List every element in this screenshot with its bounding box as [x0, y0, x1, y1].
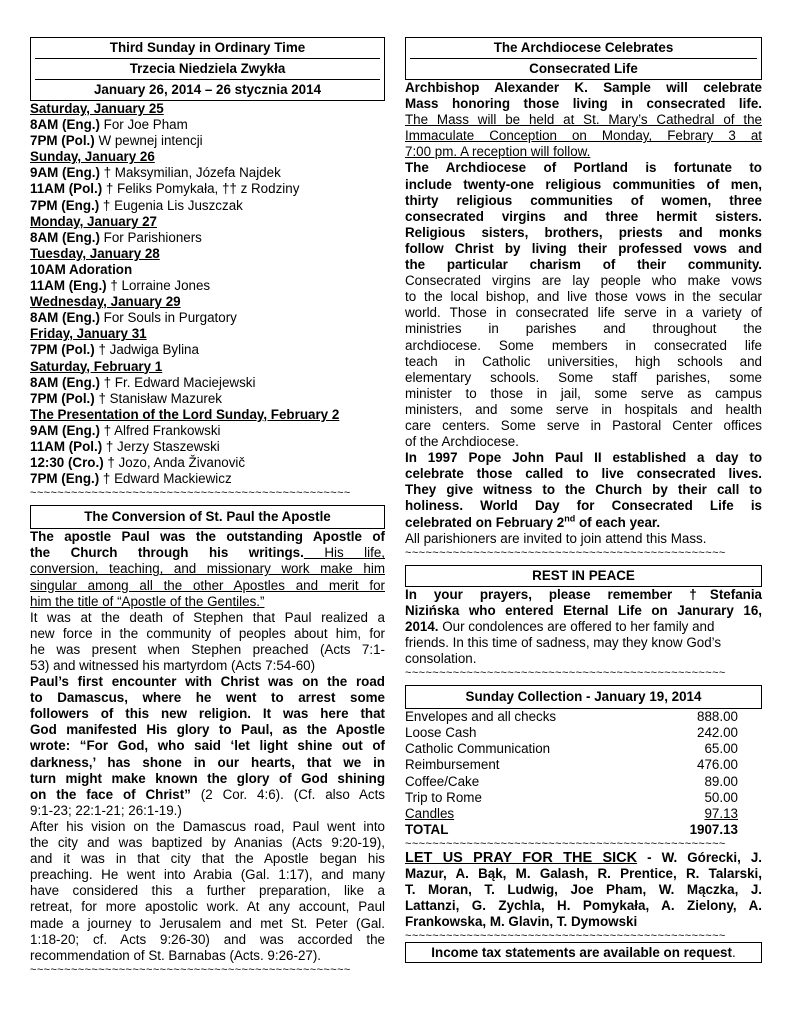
conversion-line	[30, 851, 385, 867]
sick-line	[405, 866, 762, 882]
consecrated-text: ministries in parishes and throughout the	[405, 321, 762, 337]
mass-intention: † Jozo, Anda Živanovič	[103, 455, 246, 471]
schedule-day: Wednesday, January 29	[30, 294, 181, 310]
sick-names: Lattanzi, G. Zychla, H. Pomykała, A. Zielony, A.	[405, 898, 762, 914]
conversion-text: Paul’s first encounter with Christ was on the road	[30, 674, 385, 690]
schedule-entry	[30, 230, 385, 246]
conversion-line	[30, 529, 385, 545]
consecrated-line	[405, 370, 762, 386]
schedule-entry	[30, 262, 385, 278]
consecrated-text: to the local bishop, and live those vows in the secular	[405, 289, 762, 305]
conversion-line	[30, 899, 385, 915]
conversion-line	[30, 819, 385, 835]
consecrated-text: ministers, and some serve in hospitals and health	[405, 401, 762, 417]
consecrated-text: archdiocese. Some members in consecrated life	[405, 337, 762, 353]
schedule-day: Monday, January 27	[30, 213, 158, 229]
consecrated-text: The Mass will be held at St. Mary’s Cathedral of the	[405, 112, 762, 128]
rip-line	[405, 603, 762, 619]
conversion-line	[30, 755, 385, 771]
consecrated-line	[405, 386, 762, 402]
collection-amount: 888.00	[697, 709, 738, 725]
conversion-line	[30, 545, 385, 561]
sick-names: - W. Górecki, J.	[637, 849, 762, 865]
sick-line	[405, 850, 762, 866]
mass-time: 11AM (Pol.)	[30, 181, 103, 197]
schedule-entry	[30, 342, 385, 358]
collection-row	[405, 709, 762, 725]
conversion-text: darkness,’ has shone in our hearts, that we in	[30, 754, 385, 770]
mass-intention: † Edward Mackiewicz	[99, 471, 232, 487]
consecrated-line	[405, 225, 762, 241]
schedule-entry	[30, 375, 385, 391]
consecrated-line	[405, 402, 762, 418]
mass-time: 8AM (Eng.)	[30, 229, 100, 245]
schedule-entry	[30, 133, 385, 149]
consecrated-line	[405, 128, 762, 144]
conversion-text: It was at the death of Stephen that Paul realized a	[30, 609, 385, 625]
consecrated-header	[405, 37, 762, 80]
consecrated-text: include twenty-one religious communities of men,	[405, 176, 762, 192]
schedule-entry	[30, 117, 385, 133]
mass-time: 11AM (Pol.)	[30, 438, 103, 454]
consecrated-line	[405, 160, 762, 176]
consecrated-line	[405, 177, 762, 193]
collection-label: Loose Cash	[405, 725, 477, 741]
consecrated-line	[405, 321, 762, 337]
schedule-day: Saturday, February 1	[30, 358, 163, 374]
schedule-entry	[30, 455, 385, 471]
pray-for-sick	[405, 850, 762, 930]
consecrated-title-1: The Archdiocese Celebrates	[410, 38, 757, 59]
conversion-line	[30, 722, 385, 738]
schedule-day: Tuesday, January 28	[30, 245, 160, 261]
conversion-line	[30, 642, 385, 658]
mass-intention: † Feliks Pomykała, †† z Rodziny	[102, 181, 300, 197]
sick-names: Mazur, A. Bąk, M. Galash, R. Prentice, R. Talarski,	[405, 866, 762, 882]
conversion-line	[30, 738, 385, 754]
mass-intention: † Jerzy Staszewski	[102, 438, 220, 454]
liturgical-title-en: Third Sunday in Ordinary Time	[35, 38, 380, 59]
consecrated-text: They give witness to the Church by their call to	[405, 482, 762, 498]
collection-amount: 65.00	[704, 741, 738, 757]
sick-line	[405, 914, 762, 930]
conversion-text: conversion, teaching, and missionary work make him	[30, 561, 385, 577]
rip-line	[405, 635, 762, 651]
liturgical-title-pl: Trzecia Niedziela Zwykła	[35, 59, 380, 80]
consecrated-line	[405, 305, 762, 321]
consecrated-text: consecrated virgins and three hermit sisters.	[405, 208, 762, 224]
divider: ~~~~~~~~~~~~~~~~~~~~~~~~~~~~~~~~~~~~~~~~~~~~~~~	[405, 667, 726, 680]
rip-line	[405, 651, 762, 667]
consecrated-line	[405, 289, 762, 305]
rip-text: consolation.	[405, 651, 477, 667]
mass-intention: For Souls in Purgatory	[99, 310, 237, 326]
conversion-text: 1:18-20; cf. Acts 9:26-30) and was accorded the	[30, 931, 385, 947]
collection-amount: 89.00	[704, 773, 738, 789]
conversion-text: have considered this a further preparation, like a	[30, 883, 385, 899]
schedule-entry	[30, 198, 385, 214]
consecrated-text: Mass honoring those living in consecrated life.	[405, 96, 762, 112]
conversion-text: the city and was baptized by Ananias (Acts 9:20-19),	[30, 835, 385, 851]
rip-text: Nizińska who entered Eternal Life on Janurary 16,	[405, 602, 762, 618]
collection-amount: 50.00	[704, 789, 738, 805]
consecrated-text: Immaculate Conception on Monday, Febrary 3 at	[405, 128, 762, 144]
consecrated-line	[405, 434, 762, 450]
consecrated-text: Religious sisters, brothers, priests and monks	[405, 224, 762, 240]
conversion-title: The Conversion of St. Paul the Apostle	[30, 505, 385, 529]
consecrated-line	[405, 193, 762, 209]
consecrated-line	[405, 144, 762, 160]
consecrated-text: In 1997 Pope John Paul II established a day to	[405, 450, 762, 466]
conversion-line	[30, 803, 385, 819]
consecrated-line	[405, 354, 762, 370]
conversion-article	[30, 529, 385, 964]
schedule-entry	[30, 391, 385, 407]
conversion-text: new force in the community of peoples about him, for	[30, 625, 385, 641]
schedule-day: The Presentation of the Lord Sunday, February 2	[30, 406, 340, 422]
conversion-text: on the face of Christ”	[30, 786, 191, 802]
conversion-line	[30, 948, 385, 964]
mass-time: 12:30 (Cro.)	[30, 455, 104, 471]
rip-line	[405, 619, 762, 635]
schedule-entry	[30, 471, 385, 487]
divider: ~~~~~~~~~~~~~~~~~~~~~~~~~~~~~~~~~~~~~~~~~~~~~~~	[30, 487, 351, 500]
collection-amount: 476.00	[697, 757, 738, 773]
collection-amount: 97.13	[704, 805, 738, 821]
celebrated-line: celebrated on February 2nd of each year.	[405, 513, 661, 530]
collection-label: Envelopes and all checks	[405, 709, 557, 725]
conversion-text: and it was in that city that the Apostle began his	[30, 851, 385, 867]
sick-names: T. Moran, T. Ludwig, Joe Pham, W. Mączka, J.	[405, 882, 762, 898]
collection-total-row	[405, 822, 762, 838]
conversion-line	[30, 626, 385, 642]
divider: ~~~~~~~~~~~~~~~~~~~~~~~~~~~~~~~~~~~~~~~~~~~~~~~	[405, 837, 726, 850]
collection-total-label: TOTAL	[405, 821, 449, 837]
collection-label: Trip to Rome	[405, 789, 482, 805]
consecrated-line	[405, 450, 762, 466]
consecrated-line	[405, 257, 762, 273]
invite-line: All parishioners are invited to join attend this Mass.	[405, 530, 707, 546]
conversion-line	[30, 578, 385, 594]
conversion-text: made a journey to Jerusalem and met St. Peter (Gal.	[30, 915, 385, 931]
consecrated-text: follow Christ by living their professed vows and	[405, 240, 762, 256]
consecrated-title-2: Consecrated Life	[529, 61, 638, 76]
consecrated-line	[405, 418, 762, 434]
collection-row	[405, 741, 762, 757]
consecrated-text: the particular charism of their community.	[405, 257, 762, 273]
right-column	[405, 37, 762, 963]
schedule-entry	[30, 310, 385, 326]
schedule-entry	[30, 423, 385, 439]
mass-time: 9AM (Eng.)	[30, 422, 100, 438]
collection-row	[405, 774, 762, 790]
rest-in-peace-title: REST IN PEACE	[405, 565, 762, 587]
conversion-line	[30, 594, 385, 610]
mass-time: 11AM (Eng.)	[30, 278, 107, 294]
consecrated-line	[405, 498, 762, 514]
conversion-line	[30, 658, 385, 674]
conversion-line	[30, 787, 385, 803]
collection-label: Candles	[405, 805, 455, 821]
schedule-entry	[30, 439, 385, 455]
mass-intention: † Fr. Edward Maciejewski	[99, 374, 256, 390]
rip-text: friends. In this time of sadness, may they know God’s	[405, 635, 722, 650]
mass-intention: † Maksymilian, Józefa Najdek	[99, 165, 281, 181]
conversion-line	[30, 932, 385, 948]
conversion-text: recommendation of St. Barnabas (Acts. 9:26-27).	[30, 947, 322, 963]
conversion-text: 53) and witnessed his martyrdom (Acts 7:54-60)	[30, 658, 316, 673]
schedule-day: Sunday, January 26	[30, 149, 155, 165]
conversion-text: followers of this new religion. It was here that	[30, 706, 385, 722]
consecrated-line	[405, 241, 762, 257]
sick-heading: LET US PRAY FOR THE SICK	[405, 849, 638, 866]
conversion-text: retreat, for more apostolic work. At any account, Paul	[30, 899, 385, 915]
mass-time: 7PM (Eng.)	[30, 197, 100, 213]
schedule-entry	[30, 165, 385, 181]
mass-intention: † Eugenia Lis Juszczak	[99, 197, 243, 213]
conversion-line	[30, 674, 385, 690]
schedule-entry	[30, 278, 385, 294]
collection-label: Reimbursement	[405, 757, 500, 773]
collection-title: Sunday Collection - January 19, 2014	[405, 685, 762, 709]
consecrated-line	[405, 112, 762, 128]
consecrated-text: 7:00 pm. A reception will follow.	[405, 144, 591, 160]
divider: ~~~~~~~~~~~~~~~~~~~~~~~~~~~~~~~~~~~~~~~~~~~~~~~	[405, 930, 726, 943]
conversion-text: the Church through his writings.	[30, 545, 304, 561]
schedule-day: Saturday, January 25	[30, 101, 164, 116]
consecrated-line	[405, 273, 762, 289]
conversion-text: turn might make known the glory of God shining	[30, 770, 385, 786]
collection-row	[405, 806, 762, 822]
sick-line	[405, 882, 762, 898]
consecrated-text: elementary schools. Some staff parishes, some	[405, 369, 762, 385]
rip-line	[405, 587, 762, 603]
consecrated-article	[405, 80, 762, 515]
consecrated-text: world. Those in consecrated life serve in a variety of	[405, 305, 762, 321]
collection-table	[405, 709, 762, 838]
mass-time: 8AM (Eng.)	[30, 374, 100, 390]
collection-amount: 242.00	[697, 725, 738, 741]
conversion-text: wrote: “For God, who said ‘let light shine out of	[30, 738, 385, 754]
mass-intention: † Lorraine Jones	[106, 278, 211, 294]
conversion-text: him the title of “Apostle of the Gentiles.”	[30, 593, 265, 609]
sick-line	[405, 898, 762, 914]
conversion-line	[30, 835, 385, 851]
conversion-line	[30, 883, 385, 899]
mass-intention: † Alfred Frankowski	[99, 422, 221, 438]
conversion-line	[30, 867, 385, 883]
left-column	[30, 37, 385, 976]
rip-text: In your prayers, please remember †Stefania	[405, 586, 762, 602]
schedule-entry	[30, 181, 385, 197]
collection-label: Coffee/Cake	[405, 773, 480, 789]
mass-time: 8AM (Eng.)	[30, 117, 100, 133]
collection-row	[405, 757, 762, 773]
consecrated-line	[405, 338, 762, 354]
consecrated-text: Archbishop Alexander K. Sample will celebrate	[405, 80, 762, 95]
conversion-text: God manifested His glory to Paul, as the Apostle	[30, 722, 385, 738]
tax-notice: Income tax statements are available on request.	[405, 942, 762, 963]
conversion-line	[30, 690, 385, 706]
consecrated-line	[405, 96, 762, 112]
mass-time: 7PM (Eng.)	[30, 471, 100, 487]
consecrated-text: minister to those in jail, some serve as campus	[405, 385, 762, 401]
conversion-line	[30, 771, 385, 787]
conversion-text: preaching. He went into Arabia (Gal. 1:17), and many	[30, 867, 385, 883]
mass-intention: For Joe Pham	[99, 117, 188, 133]
consecrated-text: Consecrated virgins are lay people who make vows	[405, 273, 762, 289]
collection-total-amount: 1907.13	[689, 821, 738, 837]
consecrated-line	[405, 466, 762, 482]
mass-time: 10AM Adoration	[30, 261, 133, 277]
conversion-line	[30, 916, 385, 932]
collection-label: Catholic Communication	[405, 741, 551, 757]
collection-row	[405, 725, 762, 741]
conversion-line	[30, 706, 385, 722]
rest-in-peace-text	[405, 587, 762, 667]
conversion-text: singular among all the other Apostles and merit for	[30, 577, 385, 593]
consecrated-line	[405, 482, 762, 498]
mass-time: 8AM (Eng.)	[30, 310, 100, 326]
sick-names: Frankowska, M. Glavin, T. Dymowski	[405, 914, 638, 930]
mass-schedule-header	[30, 37, 385, 101]
consecrated-text: thirty religious communities of women, three	[405, 192, 762, 208]
consecrated-text: teach in Catholic universities, high schools and	[405, 353, 762, 369]
rip-text: 2014.	[405, 618, 439, 634]
mass-time: 7PM (Pol.)	[30, 390, 95, 406]
consecrated-text: of the Archdiocese.	[405, 434, 519, 450]
conversion-text: he was present when Stephen preached (Acts 7:1-	[30, 641, 385, 657]
consecrated-text: care centers. Some serve in Pastoral Center offices	[405, 417, 762, 433]
conversion-line	[30, 610, 385, 626]
mass-intention: W pewnej intencji	[94, 133, 203, 149]
collection-row	[405, 790, 762, 806]
divider: ~~~~~~~~~~~~~~~~~~~~~~~~~~~~~~~~~~~~~~~~~~~~~~~	[405, 546, 726, 559]
mass-time: 7PM (Pol.)	[30, 133, 95, 149]
divider: ~~~~~~~~~~~~~~~~~~~~~~~~~~~~~~~~~~~~~~~~~~~~~~~	[30, 963, 351, 976]
conversion-text: to Damascus, where he went to arrest some	[30, 690, 385, 706]
conversion-text: His life,	[303, 545, 385, 561]
mass-time: 7PM (Pol.)	[30, 342, 95, 358]
conversion-text: After his vision on the Damascus road, Paul went into	[30, 818, 385, 834]
consecrated-text: celebrate those called to live consecrated lives.	[405, 466, 762, 482]
mass-time: 9AM (Eng.)	[30, 165, 100, 181]
conversion-line	[30, 561, 385, 577]
consecrated-line	[405, 209, 762, 225]
conversion-text: The apostle Paul was the outstanding Apostle of	[30, 529, 385, 545]
schedule-date-range: January 26, 2014 – 26 stycznia 2014	[93, 82, 322, 97]
conversion-text: 9:1-23; 22:1-21; 26:1-19.)	[30, 802, 182, 818]
mass-schedule-list	[30, 101, 385, 487]
schedule-day: Friday, January 31	[30, 326, 147, 342]
mass-intention: † Jadwiga Bylina	[94, 342, 199, 358]
conversion-text: (2 Cor. 4:6). (Cf. also Acts	[190, 786, 385, 802]
mass-intention: For Parishioners	[99, 229, 202, 245]
consecrated-line	[405, 80, 762, 96]
rip-text: Our condolences are offered to her family and	[438, 618, 715, 634]
mass-intention: † Stanisław Mazurek	[94, 390, 222, 406]
consecrated-text: holiness. World Day for Consecrated Life is	[405, 498, 762, 514]
consecrated-text: The Archdiocese of Portland is fortunate to	[405, 160, 762, 176]
